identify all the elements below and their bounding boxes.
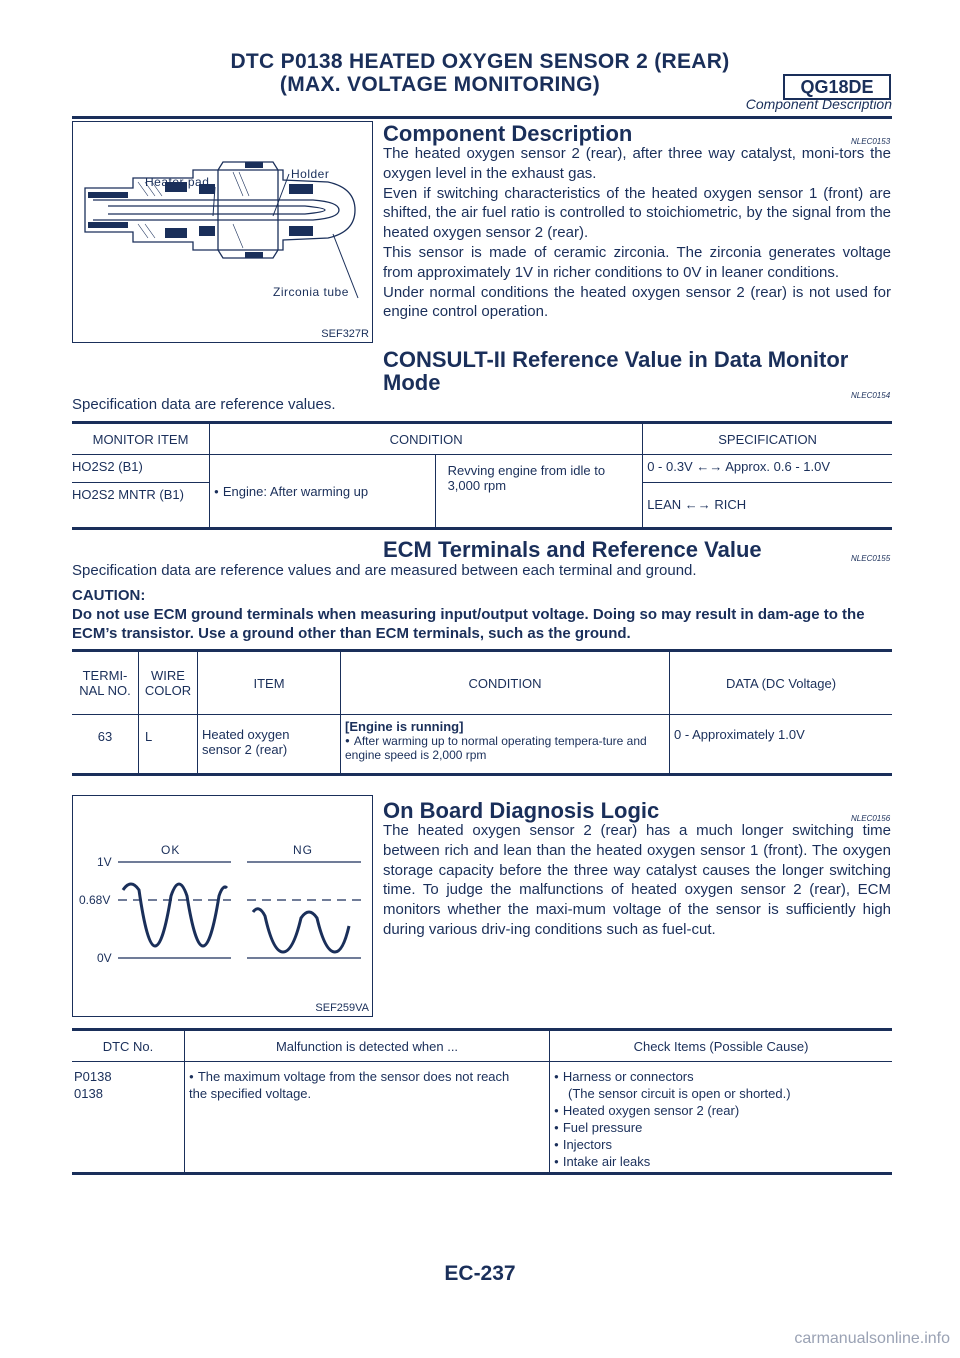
sensor-figure [72,121,373,343]
table-row [72,715,892,775]
sensor-cross-section-drawing [73,122,372,342]
column-header: DATA (DC Voltage) [725,675,837,691]
ok-label: OK [161,843,181,857]
consult-heading-line1: CONSULT-II Reference Value in Data Monitor [383,347,849,372]
header-rule [72,116,892,119]
spec-value: LEAN ←→ RICH [647,497,747,512]
obd-heading: On Board Diagnosis Logic [383,798,660,823]
page-title-line1: DTC P0138 HEATED OXYGEN SENSOR 2 (REAR) [230,50,730,73]
column-header: DTC No. [72,1030,185,1062]
paragraph: This sensor is made of ceramic zirconia. The zirconia generates voltage from approximately 1V in richer conditions to 0V in leaner conditions. [383,243,891,281]
figure-code: SEF327R [321,328,369,340]
ecm-note: Specification data are reference values and are measured between each terminal and ground. [72,562,697,579]
column-header: WIRE COLOR [139,651,198,715]
wire-color: L [139,715,198,775]
column-header: CONDITION [341,651,670,715]
page-number: EC-237 [444,1262,516,1285]
voltage-1v-label: 1V [97,855,112,869]
monitor-item: HO2S2 MNTR (B1) [72,483,210,529]
reference-code: NLEC0153 [851,137,891,146]
cause-item: ● Harness or connectors [554,1068,892,1085]
reference-code: NLEC0154 [851,391,891,400]
dtc-table [72,1028,892,1175]
voltage-0v-label: 0V [97,951,112,965]
waveform-figure [72,795,373,1017]
dtc-code: P0138 [74,1069,112,1084]
cause-item: ● Injectors [554,1136,892,1153]
obd-text: The heated oxygen sensor 2 (rear) has a much longer switching time between rich and lean than the heated oxygen sensor 1 (front). The oxygen storage capacity before the three way catalyst causes the longer switching time. To judge the malfunctions of heated oxygen sensor 2 (rear), ECM monitors whether the maxi-mum voltage of the sensor is sufficiently high during various driv-ing conditions such as fuel-cut. [383,822,891,938]
figure-code: SEF259VA [315,1002,369,1014]
terminal-no: 63 [72,715,139,775]
cause-item: ● Heated oxygen sensor 2 (rear) [554,1102,892,1119]
ng-label: NG [293,843,313,857]
reference-code: NLEC0156 [851,814,891,823]
engine-badge: QG18DE [783,74,891,100]
reference-code: NLEC0155 [851,554,891,563]
caution-text: Do not use ECM ground terminals when measuring input/output voltage. Doing so may result in dam-age to the ECM’s transistor. Use a ground other than ECM terminals, such as the ground. [72,606,865,642]
consult-heading-line2: Mode [383,370,441,395]
page-title-line2: (MAX. VOLTAGE MONITORING) [279,73,601,96]
condition2-cell: Revving engine from idle to 3,000 rpm [435,455,643,529]
causes-cell [550,1062,893,1174]
spec-value: 0 - 0.3V ←→ Approx. 0.6 - 1.0V [647,459,831,474]
condition-cell [341,715,670,775]
dtc-code: 0138 [74,1086,103,1101]
column-header: TERMI-NAL NO. [72,651,139,715]
ecm-heading: ECM Terminals and Reference Value [383,537,762,562]
label-heater-pad: Heater pad [145,175,210,189]
waveform-drawing [73,796,372,1016]
monitor-item: HO2S2 (B1) [72,455,210,483]
watermark: carmanualsonline.info [794,1330,950,1347]
caution-label: CAUTION: [72,587,146,604]
cause-item: ● Intake air leaks [554,1153,892,1170]
malfunction-cell [185,1062,550,1174]
condition-title: [Engine is running] [345,719,464,734]
paragraph: Even if switching characteristics of the heated oxygen sensor 1 (front) are shifted, the air fuel ratio is controlled to stoichiometric, by the signal from the heated oxygen sensor 2 (rear). [383,184,891,242]
column-header: MONITOR ITEM [72,423,210,455]
voltage-068v-label: 0.68V [79,893,111,907]
column-header: SPECIFICATION [718,431,817,447]
label-zirconia-tube: Zirconia tube [273,285,349,299]
consult-table [72,421,892,530]
dtc-cell [72,1062,185,1174]
table-header-row [72,651,892,715]
section-subtitle: Component Description [745,96,892,112]
data-cell: 0 - Approximately 1.0V [674,727,805,742]
table-row [72,1062,892,1174]
table-row [72,455,892,483]
column-header: CONDITION [210,423,643,455]
cause-note: (The sensor circuit is open or shorted.) [568,1086,791,1101]
component-description-heading: Component Description [383,121,633,146]
column-header: ITEM [198,651,341,715]
condition-text: ● After warming up to normal operating tempera-ture and engine speed is 2,000 rpm [345,734,665,762]
column-header: Malfunction is detected when ... [185,1030,550,1062]
item-cell: Heated oxygen sensor 2 (rear) [198,715,341,775]
condition-cell [210,455,436,529]
paragraph: The heated oxygen sensor 2 (rear), after three way catalyst, moni-tors the oxygen level in the exhaust gas. [383,145,891,182]
consult-note: Specification data are reference values. [72,396,336,413]
label-holder: Holder [291,167,330,181]
ecm-table [72,649,892,776]
table-header-row [72,1030,892,1062]
component-description-text [383,144,891,322]
paragraph: Under normal conditions the heated oxygen sensor 2 (rear) is not used for engine control operation. [383,283,891,321]
column-header: Check Items (Possible Cause) [633,1038,809,1054]
condition-text: ● Engine: After warming up [214,484,368,499]
table-header-row [72,423,892,455]
cause-item: ● Fuel pressure [554,1119,892,1136]
malfunction-text: ● The maximum voltage from the sensor does not reach the specified voltage. [189,1068,521,1102]
